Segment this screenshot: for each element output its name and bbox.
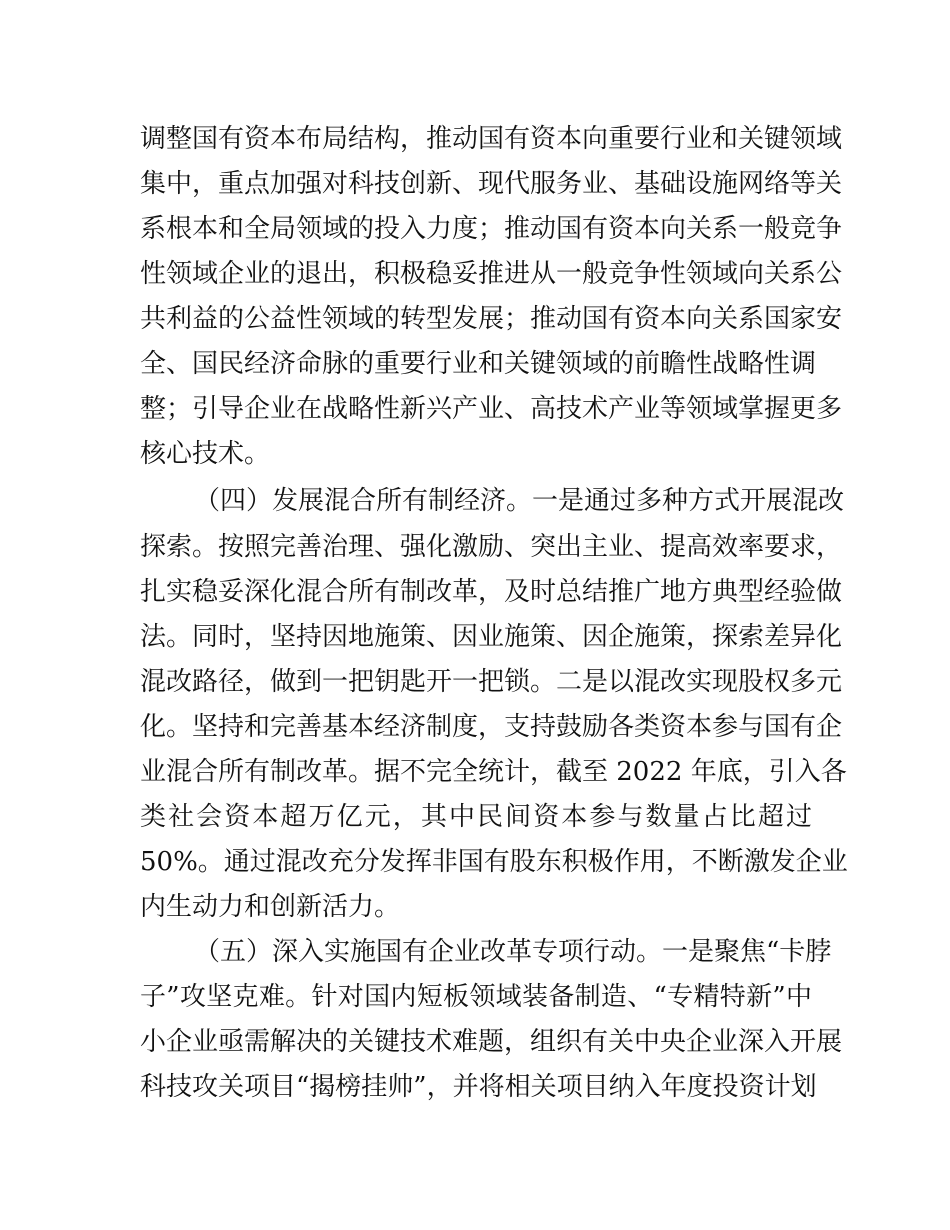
body-text-line: 混改路径，做到一把钥匙开一把锁。二是以混改实现股权多元 [140, 667, 843, 697]
body-text-line: 性领域企业的退出，积极稳妥推进从一般竞争性领域向关系公 [140, 259, 843, 289]
body-text-line: 类社会资本超万亿元，其中民间资本参与数量占比超过 [140, 802, 812, 832]
body-text-line: 扎实稳妥深化混合所有制改革，及时总结推广地方典型经验做 [140, 577, 843, 607]
body-text-line: 探索。按照完善治理、强化激励、突出主业、提高效率要求， [140, 532, 843, 562]
body-text-line: 整；引导企业在战略性新兴产业、高技术产业等领域掌握更多 [140, 394, 843, 424]
body-text-line: 共利益的公益性领域的转型发展；推动国有资本向关系国家安 [140, 304, 843, 334]
body-text-line: 小企业亟需解决的关键技术难题，组织有关中央企业深入开展 [140, 1027, 843, 1057]
body-text-line: 子”攻坚克难。针对国内短板领域装备制造、“专精特新”中 [140, 982, 812, 1012]
section-heading-line: （五）深入实施国有企业改革专项行动。一是聚焦“卡脖 [194, 937, 832, 967]
body-text-line: 科技攻关项目“揭榜挂帅”，并将相关项目纳入年度投资计划 [140, 1072, 817, 1102]
body-text-line: 业混合所有制改革。据不完全统计，截至 2022 年底，引入各 [140, 757, 847, 787]
body-text-line: 全、国民经济命脉的重要行业和关键领域的前瞻性战略性调 [140, 349, 817, 379]
body-text-line: 核心技术。 [140, 439, 271, 469]
body-text-line: 化。坚持和完善基本经济制度，支持鼓励各类资本参与国有企 [140, 712, 843, 742]
section-heading-line: （四）发展混合所有制经济。一是通过多种方式开展混改 [194, 486, 845, 516]
body-text-line: 系根本和全局领域的投入力度；推动国有资本向关系一般竞争 [140, 214, 843, 244]
body-text-line: 内生动力和创新活力。 [140, 892, 401, 922]
body-text-line: 集中，重点加强对科技创新、现代服务业、基础设施网络等关 [140, 169, 843, 199]
body-text-line: 50%。通过混改充分发挥非国有股东积极作用，不断激发企业 [140, 847, 848, 877]
body-text-line: 调整国有资本布局结构，推动国有资本向重要行业和关键领域 [140, 124, 843, 154]
body-text-line: 法。同时，坚持因地施策、因业施策、因企施策，探索差异化 [140, 622, 843, 652]
